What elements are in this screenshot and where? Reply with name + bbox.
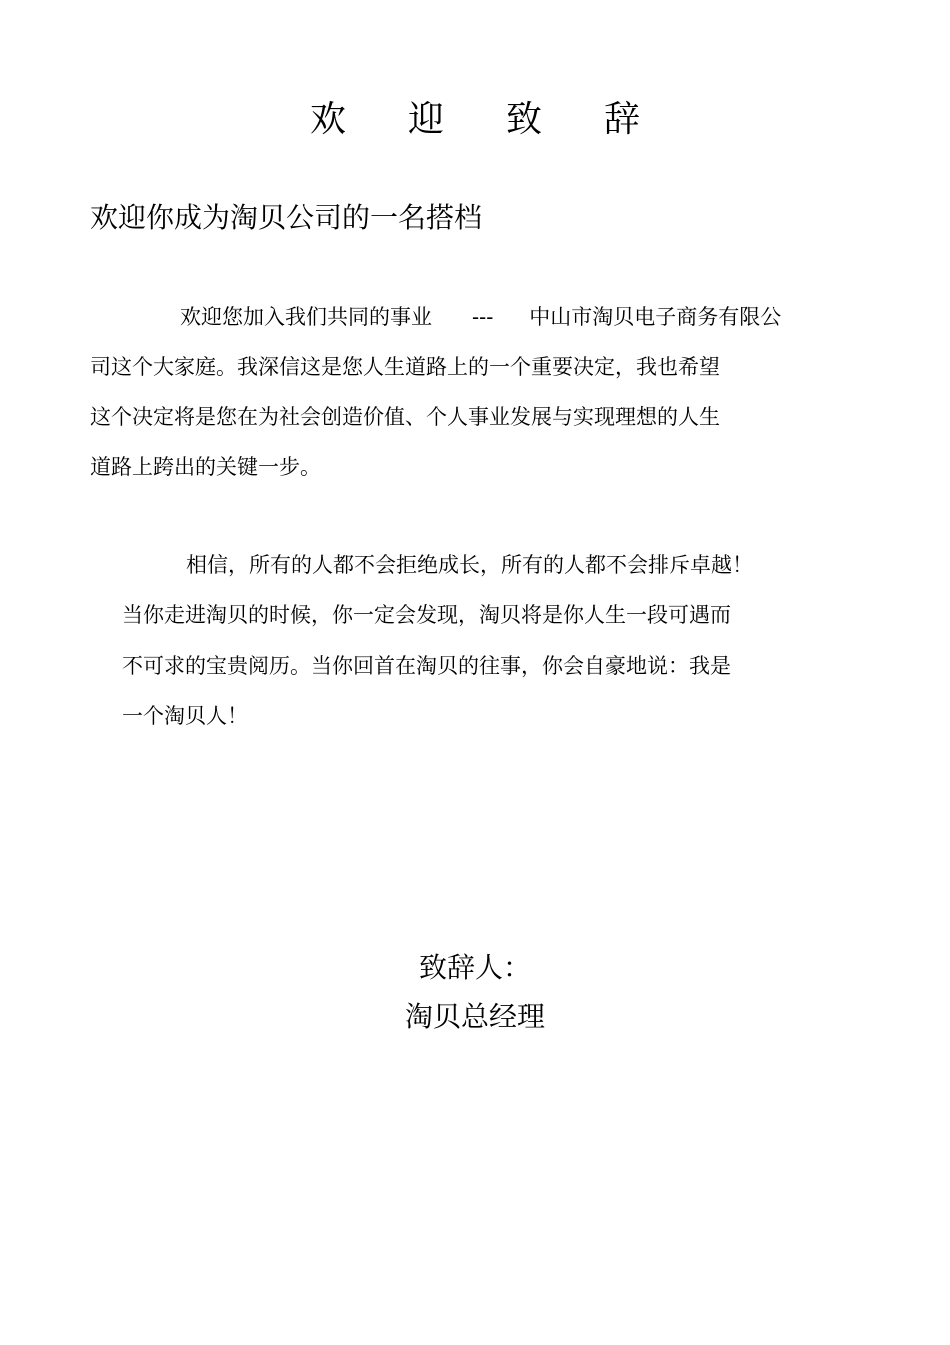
paragraph-2-line-3: 不可求的宝贵阅历。当你回首在淘贝的往事，你会自豪地说：我是 xyxy=(122,654,731,678)
signature-label: 致辞人： xyxy=(418,951,531,984)
paragraph-1-line-1 xyxy=(180,302,781,332)
paragraph-1-dash: --- xyxy=(472,305,494,329)
paragraph-2-line-1: 相信，所有的人都不会拒绝成长，所有的人都不会排斥卓越！ xyxy=(186,553,753,577)
title-char-3: 致 xyxy=(506,99,543,140)
paragraph-2-line-4: 一个淘贝人！ xyxy=(122,704,248,728)
page-title xyxy=(0,96,950,144)
title-char-4: 辞 xyxy=(604,99,641,140)
title-char-2: 迎 xyxy=(407,99,444,140)
paragraph-1-line-3: 这个决定将是您在为社会创造价值、个人事业发展与实现理想的人生 xyxy=(90,405,720,429)
paragraph-1-line-4: 道路上跨出的关键一步。 xyxy=(90,455,321,479)
paragraph-1-line-2: 司这个大家庭。我深信这是您人生道路上的一个重要决定，我也希望 xyxy=(90,355,720,379)
title-char-1: 欢 xyxy=(309,99,346,140)
subtitle: 欢迎你成为淘贝公司的一名搭档 xyxy=(90,201,483,234)
paragraph-1-line-1-text-a: 欢迎您加入我们共同的事业 xyxy=(180,305,432,329)
paragraph-2-line-2: 当你走进淘贝的时候，你一定会发现，淘贝将是你人生一段可遇而 xyxy=(122,603,731,627)
paragraph-1-line-1-text-b: 中山市淘贝电子商务有限公 xyxy=(529,305,782,329)
signature-name: 淘贝总经理 xyxy=(404,1000,545,1033)
